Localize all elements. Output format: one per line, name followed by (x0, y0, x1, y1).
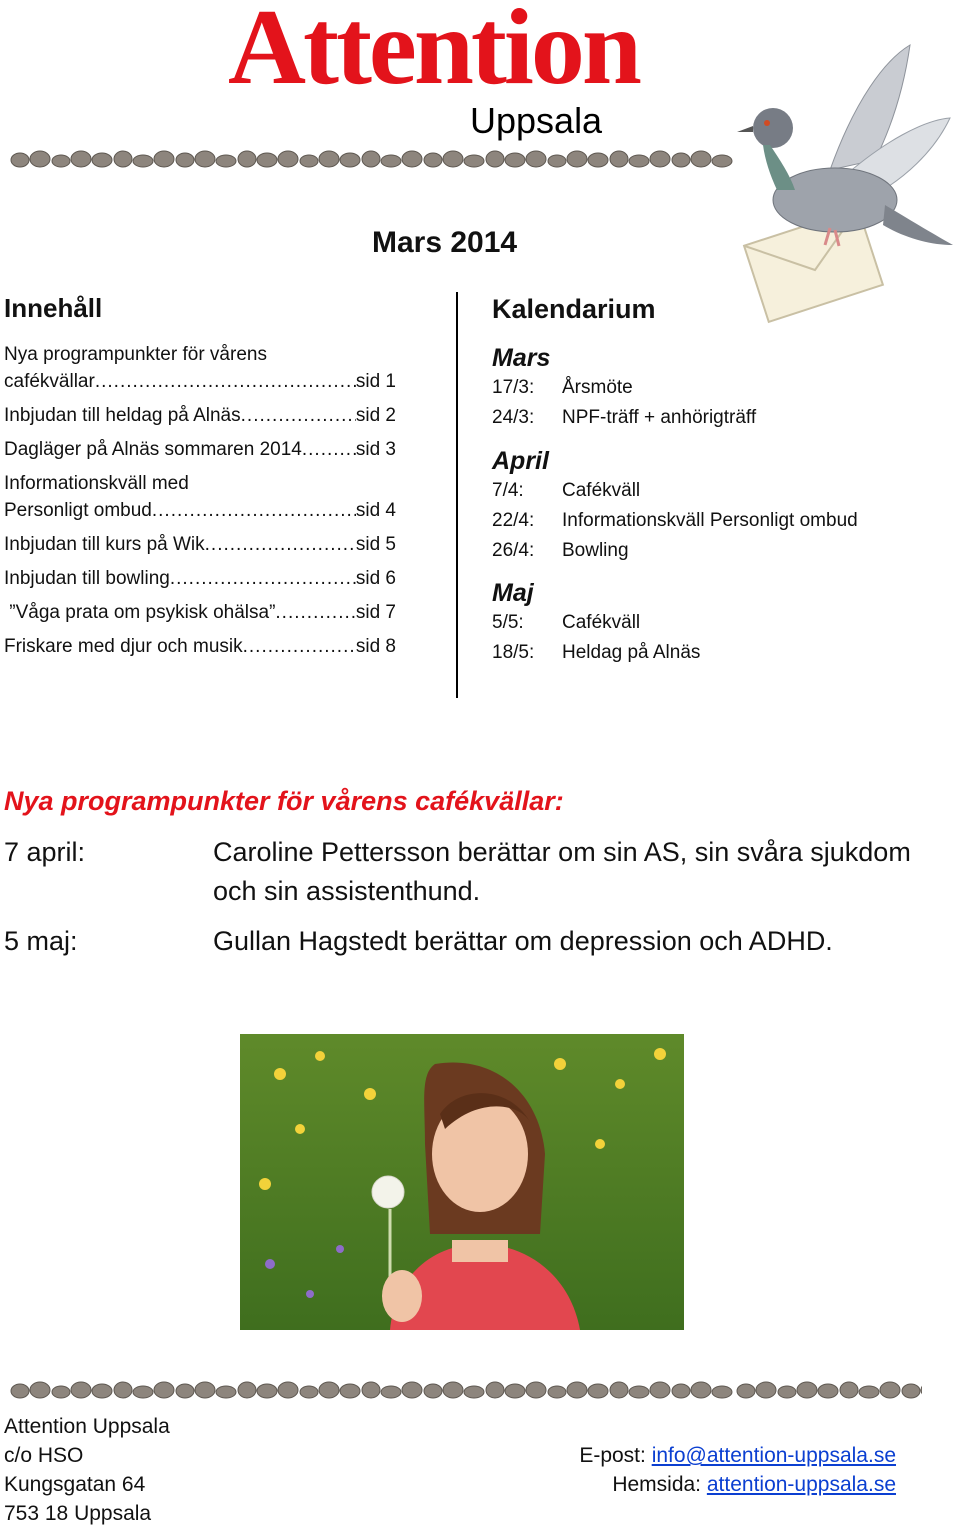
toc-item-page: sid 2 (355, 405, 396, 426)
programme-date: 7 april: (4, 837, 86, 867)
toc-item-label: cafékvällar (4, 371, 95, 392)
calendar-event (492, 536, 912, 566)
stone-border-bottom (10, 1376, 922, 1406)
calendar-month-april (492, 446, 912, 566)
column-divider (456, 292, 458, 698)
toc-item-label: Friskare med djur och musik (4, 636, 243, 657)
programme-heading: Nya programpunkter för vårens cafékvällar: (4, 786, 564, 816)
toc-item-label: ”Våga prata om psykisk ohälsa” (4, 602, 276, 623)
calendar-event (492, 608, 912, 638)
event-date: 17/3: (492, 377, 535, 398)
event-date: 22/4: (492, 510, 535, 531)
event-date: 5/5: (492, 612, 524, 633)
event-text: Cafékväll (562, 612, 641, 633)
calendar-month-maj (492, 578, 912, 668)
toc-item[interactable] (4, 599, 396, 626)
calendar-event (492, 403, 912, 433)
calendar-heading: Kalendarium (492, 294, 656, 324)
stone-border-top (10, 145, 738, 175)
toc-item-page: sid 7 (355, 602, 396, 623)
address-line: 753 18 Uppsala (4, 1502, 152, 1525)
pigeon-envelope-illustration (735, 40, 957, 325)
toc-item-title: Informationskväll med (4, 473, 189, 494)
toc-item-label: Inbjudan till heldag på Alnäs (4, 405, 241, 426)
contents-heading: Innehåll (4, 293, 103, 323)
attention-logo: Attention (228, 0, 639, 107)
calendar-event (492, 373, 912, 403)
toc-item[interactable] (4, 565, 396, 592)
event-text: Cafékväll (562, 480, 641, 501)
contact-info (579, 1441, 896, 1499)
toc-item[interactable] (4, 436, 396, 463)
calendar-event (492, 476, 912, 506)
toc-item-label: Inbjudan till kurs på Wik (4, 534, 205, 555)
calendar-event (492, 506, 912, 536)
email-label: E-post: (579, 1444, 646, 1467)
programme-item (4, 833, 934, 911)
calendar-event (492, 638, 912, 668)
address-line: c/o HSO (4, 1444, 84, 1467)
issue-date: Mars 2014 (372, 226, 518, 259)
calendar-month-mars (492, 343, 912, 433)
event-text: Bowling (562, 540, 629, 561)
toc-item-page: sid 1 (355, 371, 396, 392)
email-link[interactable]: info@attention-uppsala.se (651, 1444, 896, 1467)
toc-item-label: Dagläger på Alnäs sommaren 2014 (4, 439, 302, 460)
event-text: NPF-träff + anhörigträff (562, 407, 757, 428)
toc-item-page: sid 4 (355, 500, 396, 521)
toc-item-page: sid 8 (355, 636, 396, 657)
event-text: Informationskväll Personligt ombud (562, 510, 858, 531)
event-text: Årsmöte (562, 377, 633, 398)
postal-address (4, 1412, 170, 1528)
toc-item-page: sid 3 (355, 439, 396, 460)
event-date: 24/3: (492, 407, 535, 428)
event-date: 18/5: (492, 642, 535, 663)
event-date: 26/4: (492, 540, 535, 561)
programme-text: Gullan Hagstedt berättar om depression och ADHD. (213, 926, 833, 956)
month-label: Mars (492, 344, 551, 372)
logo-subtitle: Uppsala (470, 100, 603, 141)
programme-date: 5 maj: (4, 926, 78, 956)
address-line: Attention Uppsala (4, 1415, 170, 1438)
toc-item-page: sid 6 (355, 568, 396, 589)
website-link[interactable]: attention-uppsala.se (706, 1473, 896, 1496)
website-label: Hemsida: (612, 1473, 702, 1496)
address-line: Kungsgatan 64 (4, 1473, 146, 1496)
toc-item-label: Inbjudan till bowling (4, 568, 170, 589)
toc-item-title: Nya programpunkter för vårens (4, 344, 267, 365)
toc-item-label: Personligt ombud (4, 500, 152, 521)
programme-item (4, 922, 934, 961)
month-label: Maj (492, 579, 534, 607)
programme-text: Caroline Pettersson berättar om sin AS, sin svåra sjukdom och sin assistenthund. (213, 837, 911, 906)
toc-item[interactable] (4, 402, 396, 429)
girl-dandelion-photo (240, 1034, 684, 1330)
toc-item[interactable] (4, 531, 396, 558)
event-text: Heldag på Alnäs (562, 642, 701, 663)
month-label: April (492, 447, 549, 475)
toc-item[interactable] (4, 341, 396, 395)
toc-item-page: sid 5 (355, 534, 396, 555)
table-of-contents (4, 341, 396, 667)
toc-item[interactable] (4, 470, 396, 524)
toc-item[interactable] (4, 633, 396, 660)
event-date: 7/4: (492, 480, 524, 501)
